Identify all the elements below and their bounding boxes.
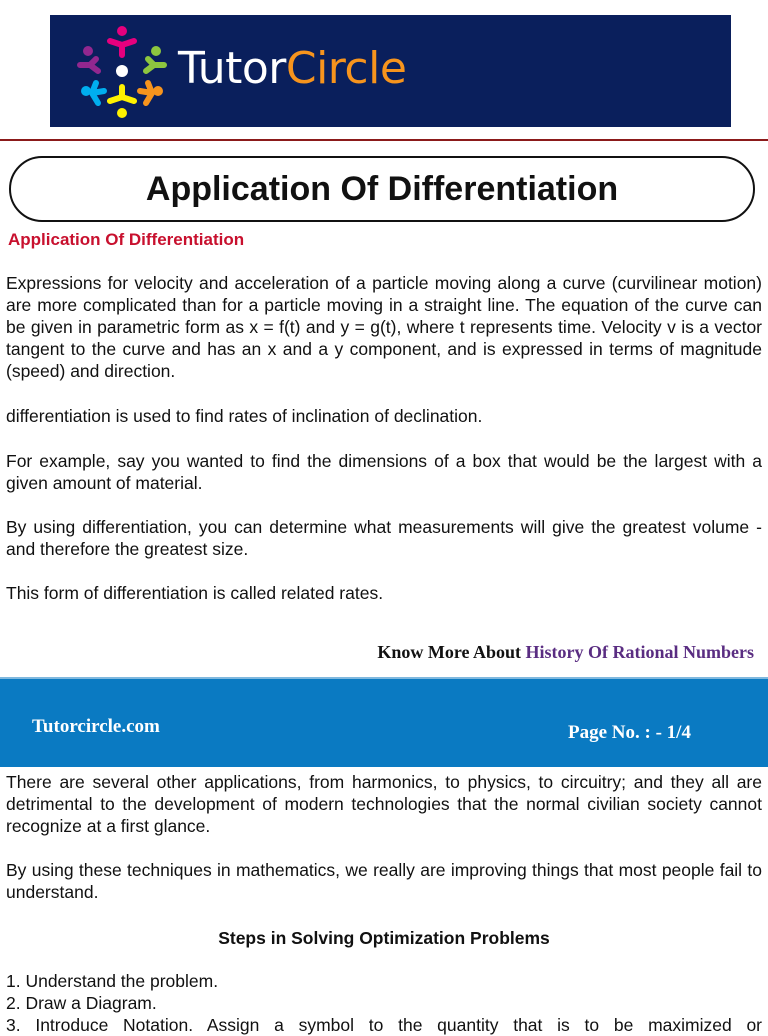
logo-text — [178, 41, 406, 97]
paragraph-5: This form of differentiation is called related rates. — [6, 583, 384, 603]
header-banner — [50, 15, 731, 127]
paragraph-4: By using differentiation, you can determine what measurements will give the greatest volume - and therefore the greatest size. — [6, 517, 762, 559]
list-item: 1. Understand the problem. — [6, 971, 219, 991]
logo-text-tutor: Tutor — [178, 43, 286, 94]
paragraph-7: By using these techniques in mathematics, we really are improving things that most people fail to understand. — [6, 860, 762, 902]
section-heading: Application Of Differentiation — [8, 230, 245, 249]
title-box — [9, 156, 755, 222]
steps-heading: Steps in Solving Optimization Problems — [218, 928, 550, 948]
paragraph-6: There are several other applications, from harmonics, to physics, to circuitry; and they all are detrimental to the development of modern technologies that the normal civilian society cannot recognize at a first glance. — [6, 772, 762, 836]
steps-list — [6, 970, 762, 1036]
paragraph-3: For example, say you wanted to find the dimensions of a box that would be the largest with a given amount of material. — [6, 451, 762, 493]
footer-bar — [0, 677, 768, 767]
page-number: Page No. : - 1/4 — [568, 722, 691, 743]
footer-site: Tutorcircle.com — [32, 716, 160, 737]
list-item: 3. Introduce Notation. Assign a symbol to the quantity that is to be maximized or — [6, 1015, 762, 1035]
people-circle-icon — [70, 21, 174, 121]
list-item: 2. Draw a Diagram. — [6, 993, 157, 1013]
paragraph-2: differentiation is used to find rates of inclination of declination. — [6, 406, 483, 426]
know-more-line — [377, 640, 754, 664]
page-title: Application Of Differentiation — [145, 170, 619, 208]
header-divider — [0, 139, 768, 141]
paragraph-1: Expressions for velocity and acceleration of a particle moving along a curve (curvilinear motion) are more complicated than for a particle moving in a straight line. The equation of the curve can be given in parametric form as x = f(t) and y = g(t), where t represents time. Velocity v is a vector tangent to the curve and has an x and a y component, and is expressed in terms of magnitude (speed) and direction. — [6, 273, 762, 381]
know-more-link[interactable]: History Of Rational Numbers — [525, 642, 754, 662]
know-more-prefix: Know More About — [377, 642, 521, 662]
logo-text-circle: Circle — [285, 43, 407, 94]
